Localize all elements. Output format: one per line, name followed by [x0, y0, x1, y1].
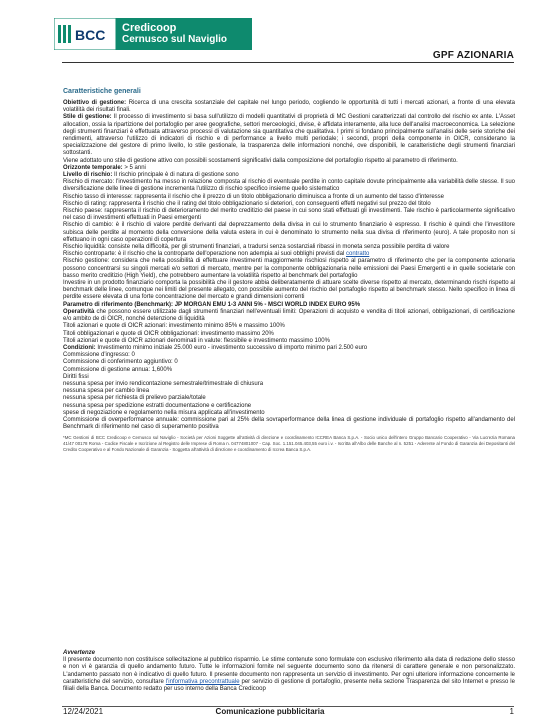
product-title: GPF AZIONARIA — [432, 50, 514, 61]
exchange-risk-paragraph: Rischio di cambio: è il rischio di valore perdite derivanti dal deprezzamento della divisa in cui lo strumento finanziario è espresso. Il rischio è quindi che l'investitore subisca delle perdite al momento della conversione della valuta estera in cui è denominato lo strumento nella sua divisa di riferimento (euro). A tale proposito non si effettuano in ogni caso operazioni di copertura — [63, 222, 515, 243]
header-divider — [62, 62, 514, 63]
country-risk-paragraph: Rischio paese: rappresenta il rischio di deterioramento del merito creditizio del paese in cui sono stati effettuati gli investimenti. Tale rischio è particolarmente significativo nel caso di investimenti effettuati in Paesi emergenti — [63, 208, 515, 222]
fee-item: nessuna spesa per cambio linea — [63, 388, 150, 395]
warnings-text: Il presente documento non costituisce sollecitazione al pubblico risparmio. Le stime contenute sono formulate con esclusivo riferimento alla data di redazione dello stesso e non vi è garanzia di quello andamento futuro. Tutte le informazioni fornite nel seguente documento sono da ritenersi di carattere generale e non personalizzato. L'andamento passato non è indicativo di quello futuro. Il presente documento non rappresenta un servizio di investimento. Per ogni ulteriore informazione concernente le caratteristiche del servizio, consultare — [63, 657, 515, 685]
legal-footnote: *MC Gestioni di BCC Credicoop e Cernusco sul Naviglio - Società per Azioni Soggette all'attività di direzione e coordinamento ICCREA Banca S.p.A. - Socio unico dell'intero Gruppo Bancario Cooperativo - Via Lucrezia Romana 41/47 00178 Roma - Codice Fiscale e Iscrizione al Registro delle Imprese di Roma n. 04774801007 - Cap. Soc. 1.151.045.403,55 euro i.v. - Iscritta all'Albo delle Banche al n. 5251 - Aderente al Fondo di Garanzia dei Depositanti del Credito Cooperativo e al Fondo Nazionale di Garanzia - Soggetta all'attività di direzione e coordinamento di Iccrea Banca S.p.A. — [63, 435, 515, 452]
contract-link[interactable]: contratto — [345, 251, 370, 258]
fee-item: nessuna spesa per richiesta di prelievo parziale/totale — [63, 395, 206, 402]
footer-date: 12/24/2021 — [63, 707, 104, 716]
counterparty-risk-paragraph: Rischio controparte: è il rischio che la controparte dell'operazione non adempia ai suoi obblighi previsti dal contratto — [63, 251, 370, 258]
benchmark-paragraph: Parametro di riferimento (Benchmark): JP MORGAN EMU 1-3 ANNI 5% - MSCI WORLD INDEX EURO 95% — [63, 301, 361, 308]
conditions-paragraph: Condizioni: Investimento minimo iniziale 25.000 euro - investimento successivo di importo minimo pari 2.500 euro — [63, 344, 368, 351]
management-risk-paragraph: Rischio gestione: considera che nella possibilità di effettuare investimenti maggiormente rischiosi rispetto al parametro di riferimento che per la componente azionaria possono concentrarsi su singoli mercati e/o settori di mercato, mentre per la componente obbligazionaria nelle emissioni dei Paesi Emergenti e in quelle societarie con basso merito creditizio (High Yield), che potrebbero aumentare la volatilità rispetto al benchmark del portafoglio — [63, 258, 515, 279]
interest-risk-paragraph: Rischio tasso di interesse: rappresenta il rischio che il prezzo di un titolo obbligazionario diminuisca a fronte di un aumento del tasso d'interesse — [63, 193, 445, 200]
svg-text:BCC: BCC — [75, 27, 106, 43]
fixed-fees-line: Diritti fissi — [63, 373, 89, 380]
fee-item: spese di negoziazione e regolamento nella misura applicata all'investimento — [63, 409, 265, 416]
liquidity-risk-paragraph: Rischio liquidità: consiste nella difficoltà, per gli strumenti finanziari, a tradursi senza sostanziali ribassi in moneta senza possibile perdita di valore — [63, 244, 450, 251]
style-paragraph: Stile di gestione: Il processo di investimento si basa sull'utilizzo di modelli quantitativi di proprietà di MC Gestioni caratterizzati dal controllo del rischio ex ante. L'Asset allocation, ossia la ripartizione del portafoglio per aree geografiche, settori merceologici, divise, è affidata interamente, alla luce dell'analisi macroeconomica. La selezione degli strumenti finanziari è effettuata attraverso processi di valutazione sia quantitativa che qualitativa. I primi si fondano principalmente sull'analisi delle serie storiche dei rendimenti, attraverso l'utilizzo di indicatori di rischio e di performance a livello multi periodale; i secondi, propri della componente in OICR, considerano la specializzazione del gestore di primo livello, lo stile gestionale, la trasparenza delle informazioni nonché, ove disponibili, le caratteristiche degli strumenti finanziari sottostanti. — [63, 114, 515, 157]
additional-fee-line: Commissione di conferimento aggiuntivo: 0 — [63, 359, 178, 366]
fee-item: nessuna spesa per spedizione estratti documentazione e certificazione — [63, 402, 252, 409]
equity-limit-line: Titoli azionari e quote di OICR azionari: investimento minimo 85% e massimo 100% — [63, 323, 285, 330]
overperformance-paragraph: Commissione di overperformance annuale: commissione pari al 25% della sovraperformance della linea di gestione individuale di portafoglio rispetto all'andamento del Benchmark di riferimento nel caso di superamento positiva — [63, 416, 515, 431]
bank-name-band — [116, 18, 252, 50]
horizon-paragraph: Orizzonte temporale: > 5 anni — [63, 164, 146, 171]
footer-label: Comunicazione pubblicitaria — [215, 707, 325, 716]
market-risk-paragraph: Rischio di mercato: l'investimento ha messo in relazione composta al rischio di eventuale perdite in conto capitale dovute principalmente alla variabilità delle stesse. Il suo diversificazione delle linee di gestione incrementa l'utilizzo di rischio specifico insieme quello sistematico — [63, 179, 515, 193]
objective-paragraph: Obiettivo di gestione: Ricerca di una crescita sostanziale del capitale nel lungo periodo, cogliendo le opportunità di tutti i mercati azionari, a fronte di una elevata volatilità dei risultati finali. — [63, 100, 516, 114]
warnings-title: Avvertenze — [63, 650, 96, 656]
bank-name-line2: Cernusco sul Naviglio — [122, 34, 228, 45]
operations-paragraph: Operatività che possono essere utilizzate dagli strumenti finanziari nell'eventuali limiti: Operazioni di acquisto e vendita di titoli azionari, obbligazionari, di certificazione e/o ambito de di OICR, nonché detenzione di liquidità — [63, 308, 515, 323]
currency-limit-line: Titoli azionari e quote di OICR azionari denominati in valute: flessibile e investimento massimo 100% — [63, 337, 330, 344]
document-body — [63, 100, 515, 452]
entry-fee-line: Commissione d'ingresso: 0 — [63, 352, 135, 359]
bond-limit-line: Titoli obbligazionari e quote di OICR obbligazionari: investimento massimo 20% — [63, 330, 274, 337]
warnings-section — [63, 650, 515, 693]
fee-item: nessuna spesa per invio rendicontazione semestrale/trimestrale di chiusura — [63, 380, 264, 387]
management-fee-line: Commissione di gestione annua: 1,600% — [63, 366, 173, 373]
rating-risk-paragraph: Rischio di rating: rappresenta il rischio che il rating del titolo obbligazionario si deteriori, con conseguenti effetti negativi sul prezzo del titolo — [63, 200, 431, 207]
document-header — [50, 10, 514, 61]
warnings-text-end: per servizio di gestione di portafoglio, presente nella sezione Trasparenza del sito Internet e presso le filiali della Banca. Documento redatto per uso interno della Banca Credicoop — [63, 678, 515, 693]
bank-name-line1: Credicoop — [122, 22, 177, 34]
active-style-paragraph: Viene adottato uno stile di gestione attivo con possibili scostamenti significativi dalla composizione del portafoglio rispetto al parametro di riferimento. — [63, 157, 458, 164]
risk-level-paragraph: Livello di rischio: Il rischio principale è di natura di gestione sono — [63, 172, 239, 179]
section-title: Caratteristiche generali — [63, 88, 141, 95]
page-number: 1 — [509, 707, 514, 716]
investment-paragraph: Investire in un prodotto finanziario comporta la possibilità che il gestore abbia deliberatamente di attuare scelte diverse rispetto al mercato, determinando rischi rispetto al benchmark delle linee, comunque nei limiti del presente allegato, con possibile aumento del rischio del portafoglio rispetto al benchmark stesso. Nello specifico in linea di perdite essere elevata di una forte concentrazione del mercato e grandi dimensioni correnti — [63, 280, 515, 301]
bcc-logo — [54, 18, 116, 50]
precontract-info-link[interactable]: l'informativa precontrattuale — [165, 678, 240, 685]
